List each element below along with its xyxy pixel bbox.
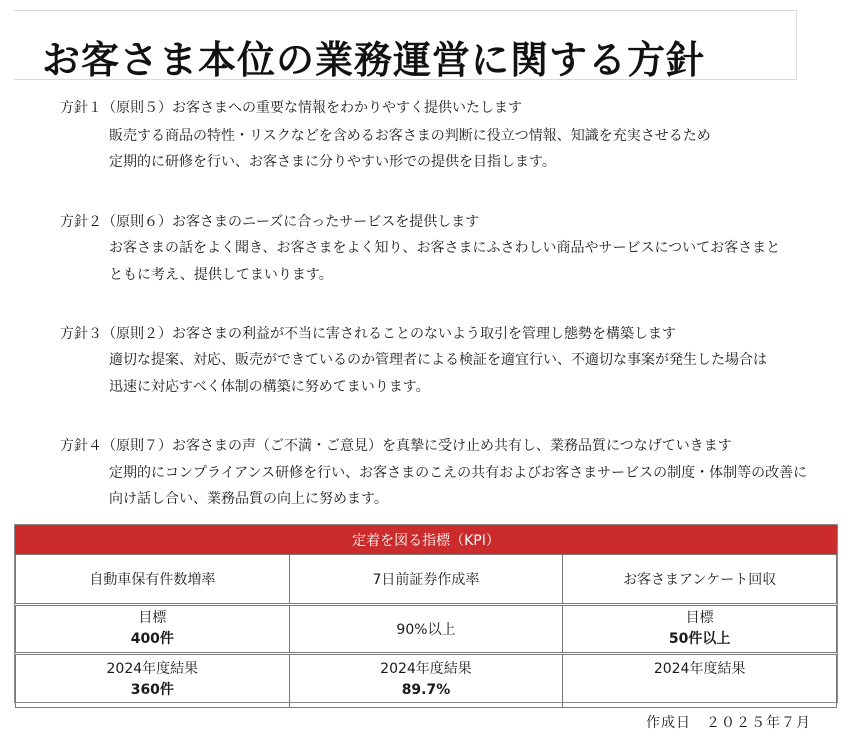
- kpi-target-row: [16, 605, 837, 654]
- kpi-result-cell: [289, 654, 563, 708]
- kpi-target-value: 50件以上: [668, 631, 731, 647]
- policy-detail-line: 販売する商品の特性・リスクなどを含めるお客さまの判断に役立つ情報、知識を充実させるため: [109, 128, 711, 144]
- policy-detail-line: 迅速に対応すべく体制の構築に努めてまいります。: [109, 379, 430, 395]
- kpi-column-header: 自動車保有件数増率: [16, 555, 290, 605]
- kpi-target-cell: [16, 605, 290, 654]
- policy-heading: 方針３（原則２）お客さまの利益が不当に害されることのないよう取引を管理し態勢を構築します: [60, 326, 676, 342]
- policy-heading: 方針１（原則５）お客さまへの重要な情報をわかりやすく提供いたします: [60, 100, 522, 116]
- policy-heading: 方針２（原則６）お客さまのニーズに合ったサービスを提供します: [60, 214, 480, 230]
- kpi-result-cell: [16, 654, 290, 708]
- kpi-result-label: 2024年度結果: [653, 661, 746, 677]
- kpi-result-label: 2024年度結果: [380, 661, 472, 677]
- kpi-target-cell: [563, 605, 837, 654]
- kpi-column-header: 7日前証券作成率: [289, 555, 563, 605]
- kpi-target-value: 400件: [130, 631, 174, 647]
- kpi-table: [15, 554, 837, 708]
- kpi-target-cell: [289, 605, 563, 654]
- kpi-result-row: [16, 654, 837, 708]
- policy-detail-line: ともに考え、提供してまいります。: [109, 267, 333, 283]
- kpi-result-value: 89.7%: [401, 682, 451, 698]
- title-box: [14, 10, 797, 80]
- kpi-panel: [14, 524, 838, 703]
- page-title: お客さま本位の業務運営に関する方針: [42, 38, 706, 82]
- kpi-result-label: 2024年度結果: [106, 661, 199, 677]
- creation-date: 作成日 ２０２５年７月: [646, 715, 811, 731]
- kpi-result-cell: [563, 654, 837, 708]
- policy-detail-line: 定期的にコンプライアンス研修を行い、お客さまのこえの共有およびお客さまサービスの制度・体制等の改善に: [109, 465, 808, 481]
- kpi-target-label: 目標: [685, 610, 714, 626]
- policy-heading: 方針４（原則７）お客さまの声（ご不満・ご意見）を真摯に受け止め共有し、業務品質につなげていきます: [60, 438, 732, 454]
- kpi-columns-row: [16, 555, 837, 605]
- kpi-target-label: 目標: [138, 610, 167, 626]
- policy-detail-line: 向け話し合い、業務品質の向上に努めます。: [109, 491, 388, 507]
- policy-detail-line: 定期的に研修を行い、お客さまに分りやすい形での提供を目指します。: [109, 154, 556, 170]
- kpi-header: 定着を図る指標（KPI）: [15, 525, 837, 554]
- policy-detail-line: 適切な提案、対応、販売ができているのか管理者による検証を適宜行い、不適切な事案が発生した場合は: [109, 352, 767, 368]
- policy-detail-line: お客さまの話をよく聞き、お客さまをよく知り、お客さまにふさわしい商品やサービスについてお客さまと: [109, 240, 781, 256]
- kpi-column-header: お客さまアンケート回収: [563, 555, 837, 605]
- kpi-result-value: 360件: [130, 682, 174, 698]
- kpi-target-value: 90%以上: [396, 622, 456, 638]
